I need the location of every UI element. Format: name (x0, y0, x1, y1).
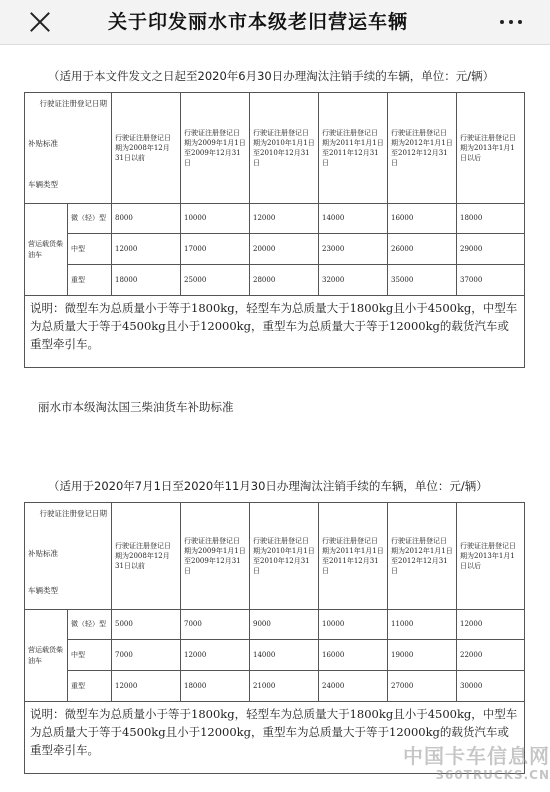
subsidy-value: 5000 (112, 610, 181, 640)
period-header: 行驶证注册登记日期为2012年1月1日至2012年12月31日 (388, 93, 457, 204)
table-row (25, 234, 525, 265)
subsidy-table-1 (24, 92, 525, 368)
subsidy-table-2 (24, 502, 525, 774)
subsidy-value: 28000 (250, 265, 319, 296)
corner-label-standard: 补贴标准 (28, 549, 58, 558)
subsidy-value: 25000 (181, 265, 250, 296)
corner-label-date: 行驶证注册登记日期 (39, 99, 107, 108)
table-row (25, 610, 525, 640)
corner-label-vehicle-type: 车辆类型 (28, 180, 58, 190)
subsidy-value: 10000 (319, 610, 388, 640)
subsidy-value: 14000 (319, 204, 388, 234)
subsidy-value: 11000 (388, 610, 457, 640)
period-header: 行驶证注册登记日期为2010年1月1日至2010年12月31日 (250, 93, 319, 204)
subsidy-value: 17000 (181, 234, 250, 265)
watermark-url-text: 360TRUCKS.CN (435, 768, 550, 782)
vehicle-category: 营运载货柴油车 (25, 610, 68, 702)
subsidy-value: 12000 (181, 640, 250, 671)
subsidy-value: 27000 (388, 671, 457, 702)
subsidy-value: 18000 (457, 204, 525, 234)
subsidy-value: 22000 (457, 640, 525, 671)
vehicle-type: 重型 (68, 265, 112, 296)
top-bar (0, 0, 550, 45)
corner-label-date: 行驶证注册登记日期 (39, 509, 107, 518)
subsidy-value: 21000 (250, 671, 319, 702)
table-corner-header (25, 93, 112, 204)
table1-explanation: 说明：微型车为总质量小于等于1800kg，轻型车为总质量大于1800kg且小于4500kg，中型车为总质量大于等于4500kg且小于12000kg，重型车为总质量大于等于12000kg的载货汽车或重型牵引车。 (25, 296, 525, 368)
subsidy-value: 32000 (319, 265, 388, 296)
subsidy-value: 7000 (181, 610, 250, 640)
subsidy-value: 8000 (112, 204, 181, 234)
corner-label-vehicle-type: 车辆类型 (28, 586, 58, 596)
subsidy-value: 24000 (319, 671, 388, 702)
more-options-icon[interactable] (500, 12, 524, 32)
table-row (25, 671, 525, 702)
watermark-logo-text: 中国卡车信息网 (403, 744, 550, 768)
table-corner-header (25, 503, 112, 610)
subsidy-value: 16000 (319, 640, 388, 671)
subsidy-value: 16000 (388, 204, 457, 234)
subsidy-value: 18000 (181, 671, 250, 702)
period-header: 行驶证注册登记日期为2008年12月31日以前 (112, 503, 181, 610)
subsidy-value: 14000 (250, 640, 319, 671)
vehicle-type: 重型 (68, 671, 112, 702)
period-header: 行驶证注册登记日期为2009年1月1日至2009年12月31日 (181, 93, 250, 204)
subsidy-value: 30000 (457, 671, 525, 702)
subsidy-value: 35000 (388, 265, 457, 296)
table2-explanation: 说明：微型车为总质量小于等于1800kg，轻型车为总质量大于1800kg且小于4500kg，中型车为总质量大于等于4500kg且小于12000kg，重型车为总质量大于等于12000kg的载货汽车或重型牵引车。 (25, 702, 525, 774)
vehicle-type: 微（轻）型 (68, 610, 112, 640)
subsidy-value: 12000 (250, 204, 319, 234)
period-header: 行驶证注册登记日期为2011年1月1日至2011年12月31日 (319, 93, 388, 204)
subsidy-value: 20000 (250, 234, 319, 265)
period-header: 行驶证注册登记日期为2009年1月1日至2009年12月31日 (181, 503, 250, 610)
page-title: 关于印发丽水市本级老旧营运车辆 (108, 11, 409, 33)
table-row (25, 265, 525, 296)
period-header: 行驶证注册登记日期为2012年1月1日至2012年12月31日 (388, 503, 457, 610)
vehicle-type: 中型 (68, 640, 112, 671)
period-header: 行驶证注册登记日期为2010年1月1日至2010年12月31日 (250, 503, 319, 610)
subsidy-value: 9000 (250, 610, 319, 640)
vehicle-type: 微（轻）型 (68, 204, 112, 234)
table-row (25, 640, 525, 671)
subsidy-value: 37000 (457, 265, 525, 296)
subsidy-value: 18000 (112, 265, 181, 296)
subsidy-value: 12000 (457, 610, 525, 640)
table2-note: （适用于2020年7月1日至2020年11月30日办理淘汰注销手续的车辆，单位：元/辆） (48, 479, 488, 493)
period-header: 行驶证注册登记日期为2008年12月31日以前 (112, 93, 181, 204)
table-row (25, 204, 525, 234)
vehicle-category: 营运载货柴油车 (25, 204, 68, 296)
table1-note: （适用于本文件发文之日起至2020年6月30日办理淘汰注销手续的车辆，单位：元/辆） (48, 69, 495, 83)
period-header: 行驶证注册登记日期为2011年1月1日至2011年12月31日 (319, 503, 388, 610)
section-title: 丽水市本级淘汰国三柴油货车补助标准 (38, 400, 234, 414)
period-header: 行驶证注册登记日期为2013年1月1日以后 (457, 503, 525, 610)
subsidy-value: 26000 (388, 234, 457, 265)
subsidy-value: 12000 (112, 234, 181, 265)
subsidy-value: 23000 (319, 234, 388, 265)
subsidy-value: 12000 (112, 671, 181, 702)
vehicle-type: 中型 (68, 234, 112, 265)
subsidy-value: 10000 (181, 204, 250, 234)
close-icon[interactable] (27, 9, 53, 35)
subsidy-value: 29000 (457, 234, 525, 265)
subsidy-value: 19000 (388, 640, 457, 671)
period-header: 行驶证注册登记日期为2013年1月1日以后 (457, 93, 525, 204)
subsidy-value: 7000 (112, 640, 181, 671)
corner-label-standard: 补贴标准 (28, 139, 58, 148)
